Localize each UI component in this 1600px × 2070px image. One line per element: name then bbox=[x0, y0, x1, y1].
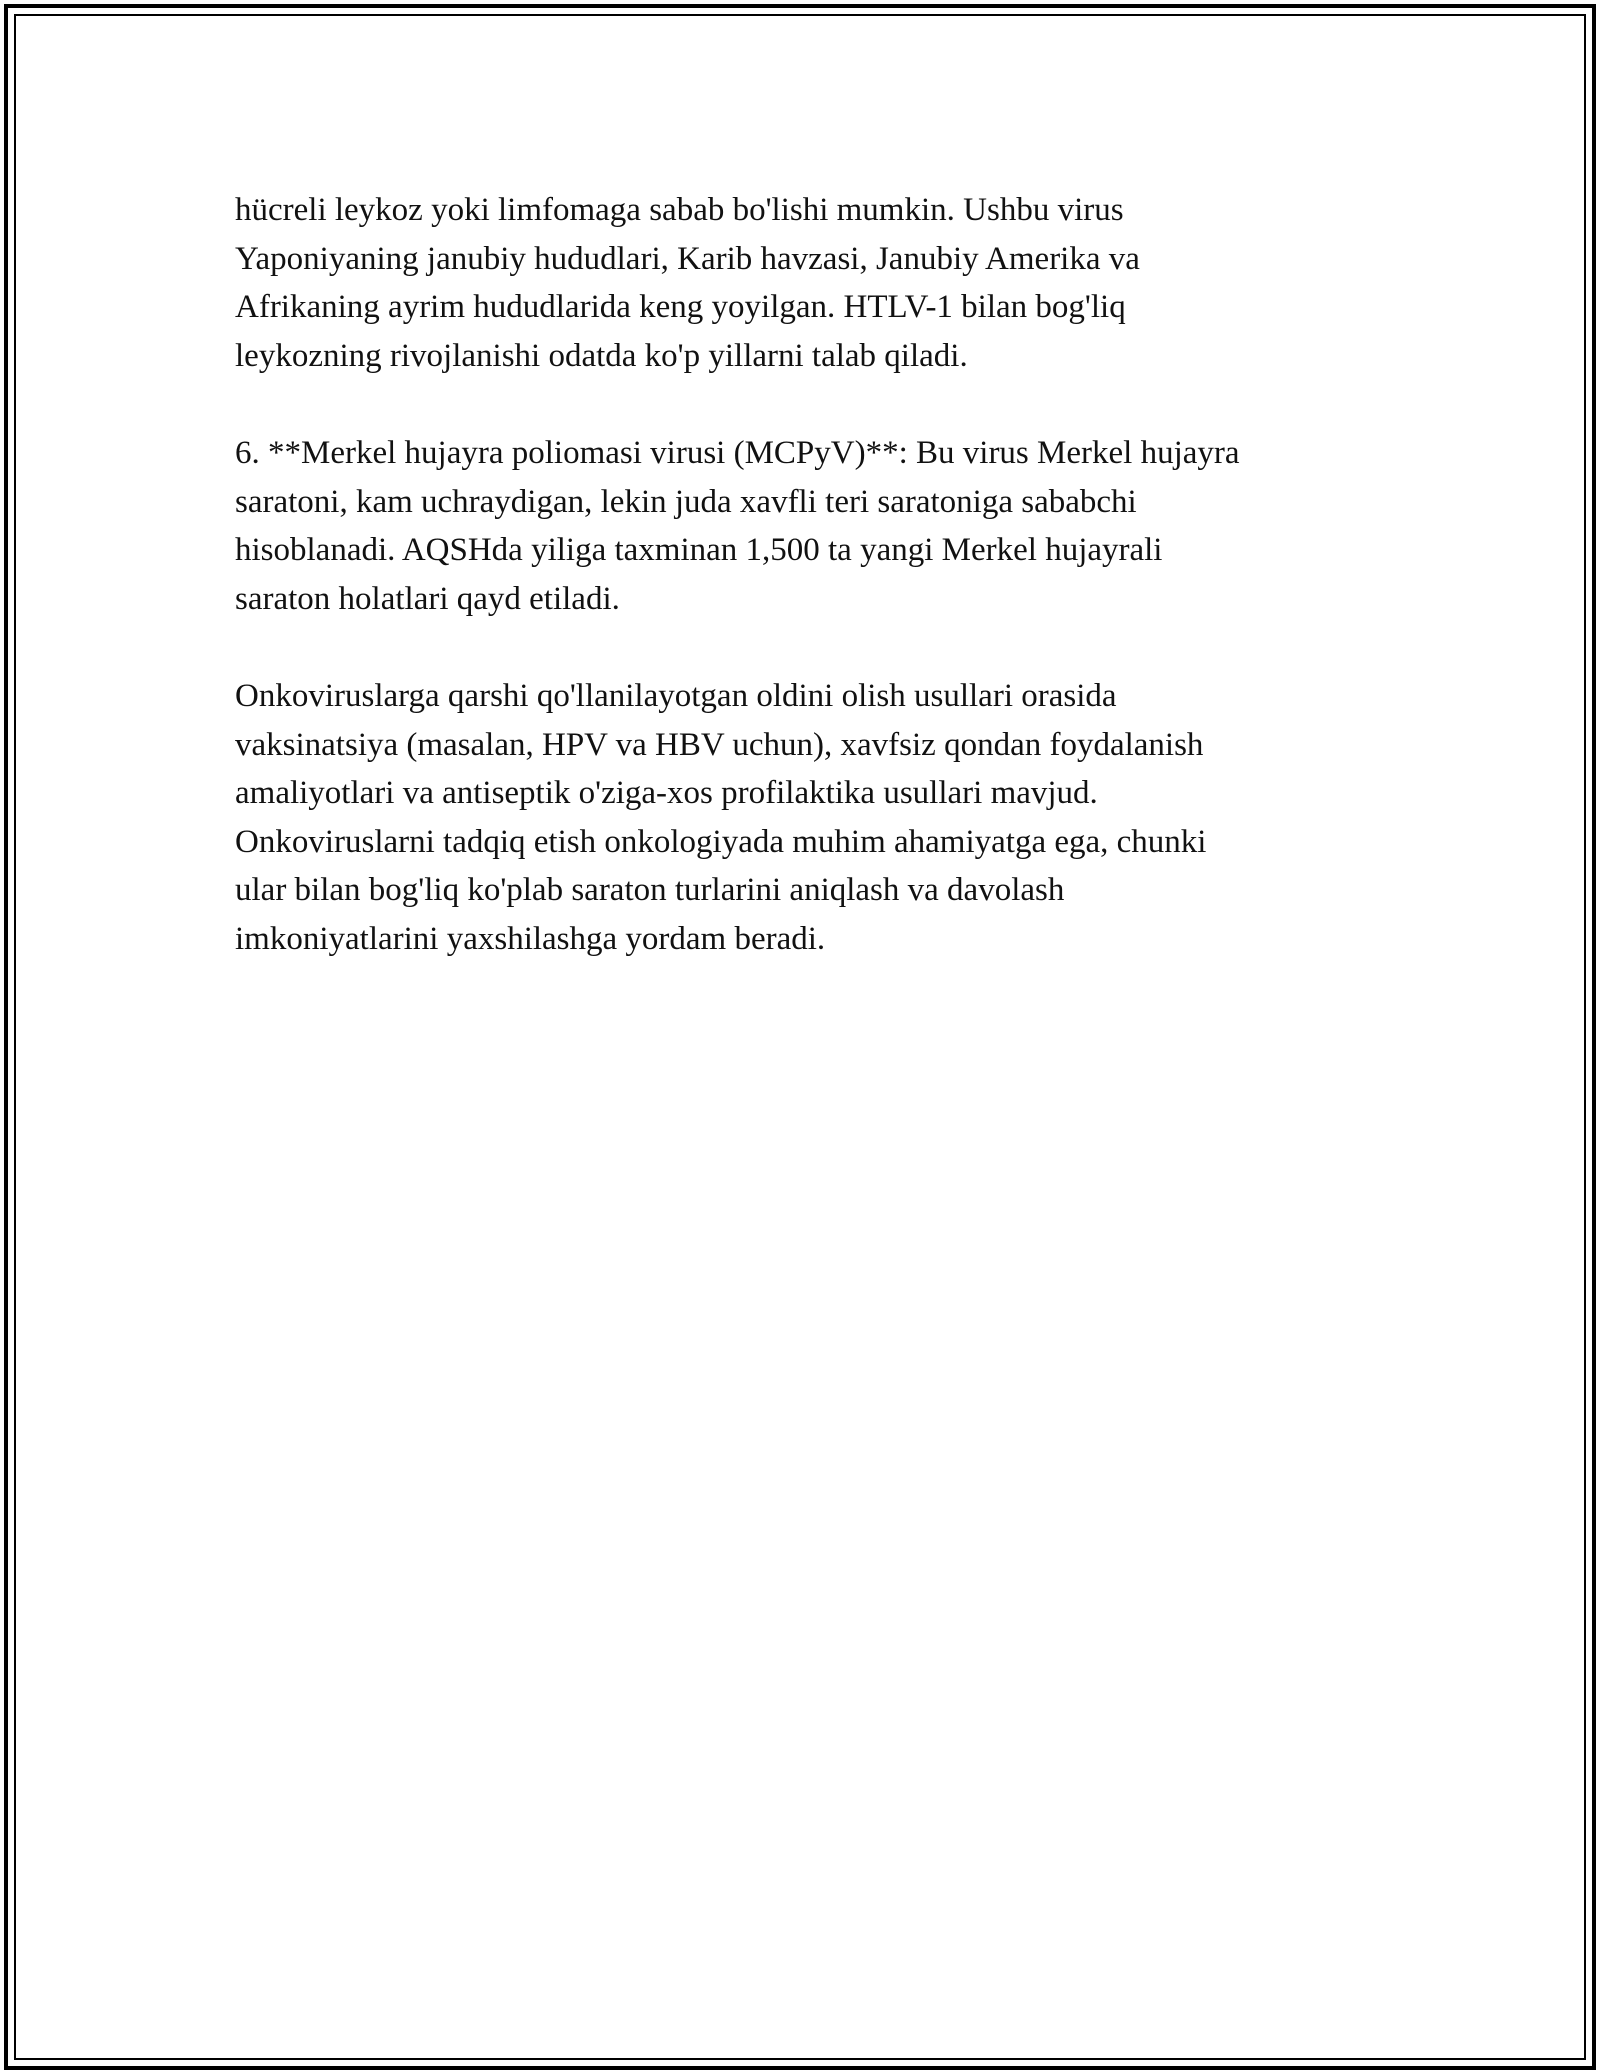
paragraph-merkel-virus bbox=[235, 429, 1375, 623]
paragraph-htlv-continuation bbox=[235, 186, 1375, 380]
text-line: vaksinatsiya (masalan, HPV va HBV uchun), xavfsiz qondan foydalanish bbox=[235, 726, 1204, 763]
paragraph-prevention bbox=[235, 672, 1375, 963]
text-line: saratoni, kam uchraydigan, lekin juda xavfli teri saratoniga sababchi bbox=[235, 483, 1137, 520]
text-line: Afrikaning ayrim hududlarida keng yoyilgan. HTLV-1 bilan bog'liq bbox=[235, 289, 1126, 325]
text-line: hücreli leykoz yoki limfomaga sabab bo'lishi mumkin. Ushbu virus bbox=[235, 192, 1124, 228]
text-line: imkoniyatlarini yaxshilashga yordam beradi. bbox=[235, 920, 826, 957]
text-line: amaliyotlari va antiseptik o'ziga-xos profilaktika usullari mavjud. bbox=[235, 775, 1098, 811]
text-line: Yaponiyaning janubiy hududlari, Karib havzasi, Janubiy Amerika va bbox=[235, 240, 1140, 277]
text-line: saraton holatlari qayd etiladi. bbox=[235, 580, 620, 617]
text-line: 6. **Merkel hujayra poliomasi virusi (MCPyV)**: Bu virus Merkel hujayra bbox=[235, 435, 1240, 471]
document-body bbox=[235, 186, 1375, 1012]
text-line: ular bilan bog'liq ko'plab saraton turlarini aniqlash va davolash bbox=[235, 872, 1065, 908]
text-line: leykozning rivojlanishi odatda ko'p yillarni talab qiladi. bbox=[235, 337, 968, 374]
text-line: Onkoviruslarga qarshi qo'llanilayotgan oldini olish usullari orasida bbox=[235, 678, 1117, 714]
text-line: Onkoviruslarni tadqiq etish onkologiyada muhim ahamiyatga ega, chunki bbox=[235, 823, 1207, 860]
text-line: hisoblanadi. AQSHda yiliga taxminan 1,500 ta yangi Merkel hujayrali bbox=[235, 532, 1163, 568]
